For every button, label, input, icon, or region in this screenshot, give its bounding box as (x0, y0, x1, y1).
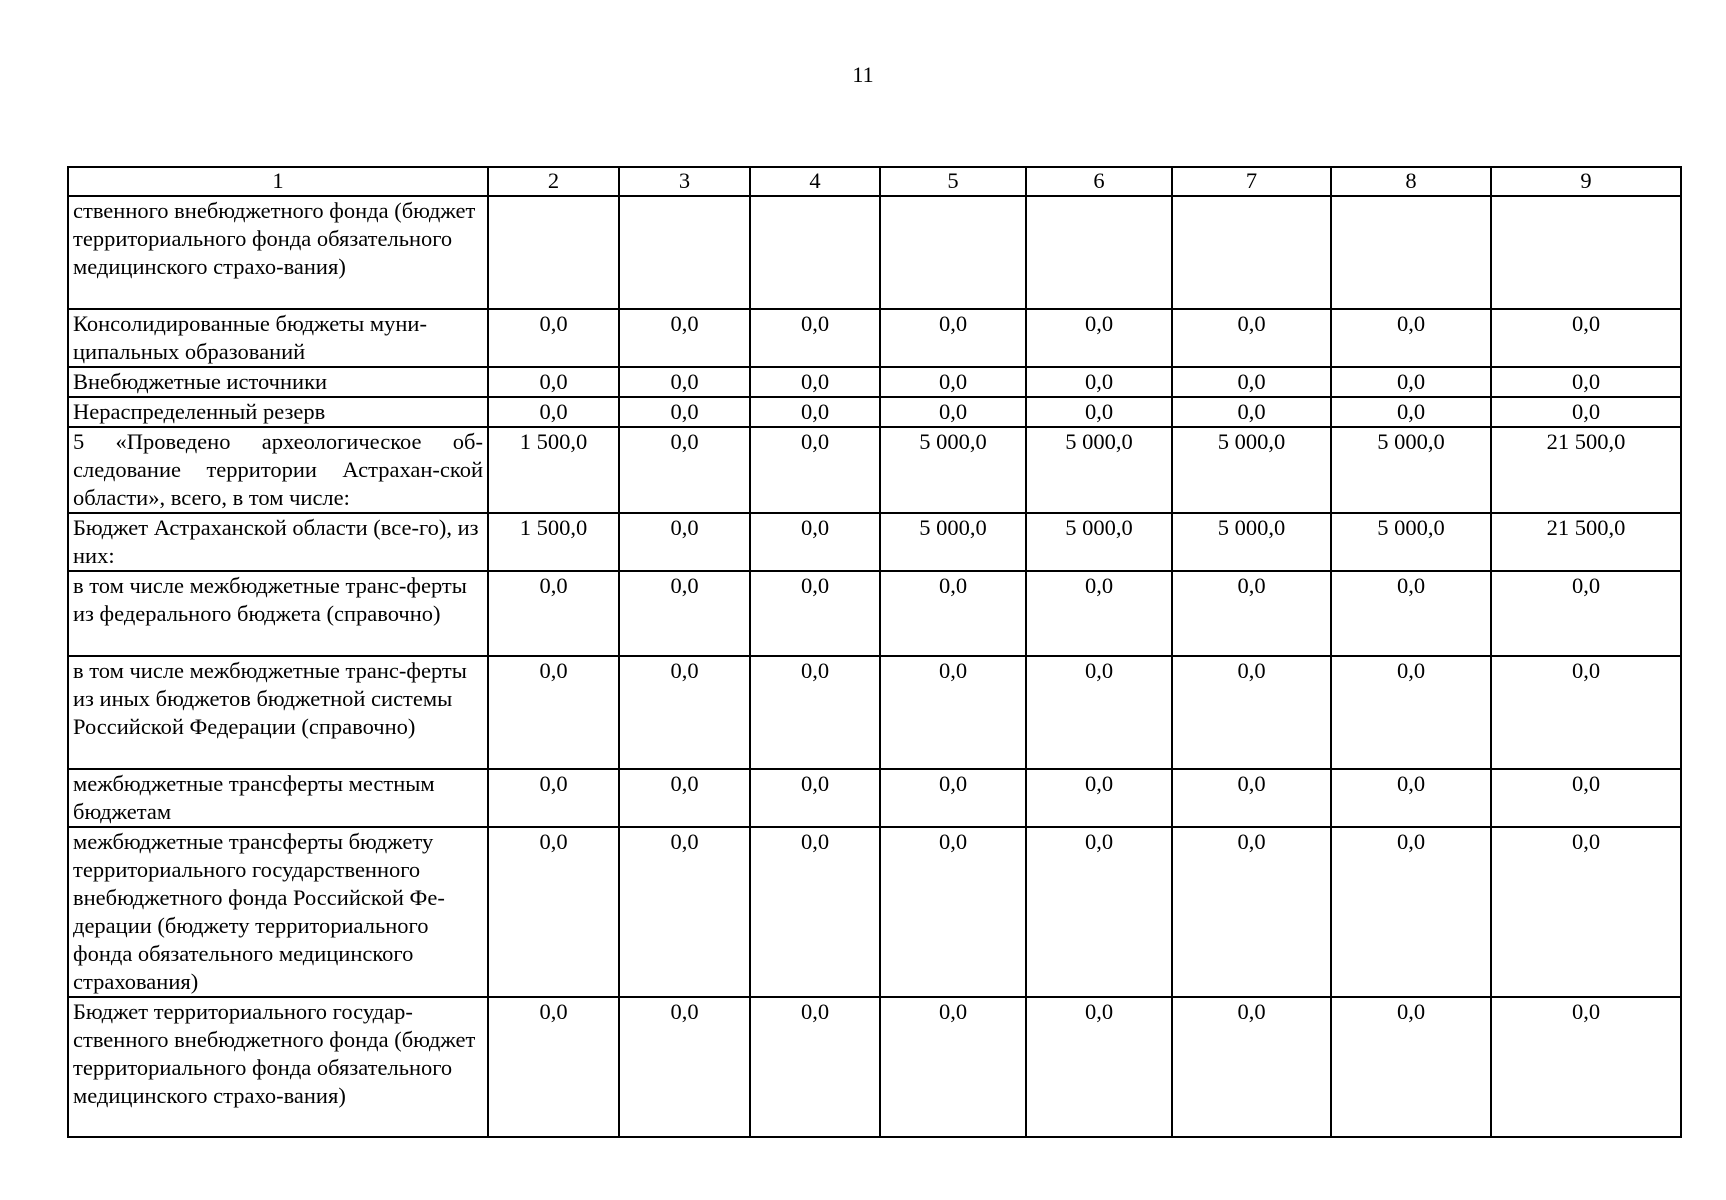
cell-value: 0,0 (1331, 997, 1491, 1137)
cell-value: 0,0 (1026, 769, 1172, 827)
cell-value (750, 196, 880, 309)
cell-value: 0,0 (880, 397, 1026, 427)
cell-value (1026, 196, 1172, 309)
budget-table (67, 166, 1682, 1138)
column-header: 6 (1026, 167, 1172, 196)
cell-value: 0,0 (619, 571, 750, 656)
cell-value: 0,0 (488, 571, 619, 656)
column-header: 1 (68, 167, 488, 196)
cell-value: 5 000,0 (880, 427, 1026, 513)
cell-value: 0,0 (880, 656, 1026, 769)
cell-value: 0,0 (1331, 309, 1491, 367)
cell-value: 0,0 (750, 367, 880, 397)
cell-value: 0,0 (1491, 397, 1681, 427)
cell-value: 0,0 (1026, 309, 1172, 367)
cell-value: 0,0 (1172, 769, 1331, 827)
cell-value: 0,0 (488, 997, 619, 1137)
cell-value: 0,0 (488, 827, 619, 997)
cell-value (1491, 196, 1681, 309)
cell-value: 0,0 (880, 769, 1026, 827)
cell-value: 0,0 (1172, 571, 1331, 656)
cell-value: 0,0 (1331, 656, 1491, 769)
cell-value: 0,0 (1331, 367, 1491, 397)
cell-value: 0,0 (488, 656, 619, 769)
row-label: Бюджет территориального государ-ственного внебюджетного фонда (бюджет территориального фонда обязательного медицинского страхо-вания) (68, 997, 488, 1137)
column-header: 7 (1172, 167, 1331, 196)
cell-value: 0,0 (1491, 827, 1681, 997)
row-label: в том числе межбюджетные транс-ферты из иных бюджетов бюджетной системы Российской Федерации (справочно) (68, 656, 488, 769)
cell-value: 0,0 (750, 656, 880, 769)
cell-value: 0,0 (1172, 827, 1331, 997)
cell-value: 0,0 (1491, 309, 1681, 367)
cell-value: 0,0 (1026, 656, 1172, 769)
cell-value: 0,0 (1491, 769, 1681, 827)
cell-value: 0,0 (619, 827, 750, 997)
cell-value: 5 000,0 (1026, 427, 1172, 513)
cell-value: 0,0 (750, 827, 880, 997)
table-row (68, 309, 1681, 367)
row-label: Внебюджетные источники (68, 367, 488, 397)
cell-value: 0,0 (488, 367, 619, 397)
cell-value: 0,0 (750, 513, 880, 571)
table-row (68, 571, 1681, 656)
table-row (68, 196, 1681, 309)
table-row (68, 513, 1681, 571)
cell-value: 0,0 (1491, 997, 1681, 1137)
cell-value: 5 000,0 (1172, 427, 1331, 513)
cell-value: 0,0 (750, 427, 880, 513)
cell-value: 0,0 (619, 367, 750, 397)
row-label: 5 «Проведено археологическое об-следование территории Астрахан-ской области», всего, в том числе: (68, 427, 488, 513)
row-label: ственного внебюджетного фонда (бюджет территориального фонда обязательного медицинского страхо-вания) (68, 196, 488, 309)
cell-value: 0,0 (619, 656, 750, 769)
cell-value: 0,0 (1491, 656, 1681, 769)
cell-value (488, 196, 619, 309)
cell-value: 21 500,0 (1491, 427, 1681, 513)
cell-value: 0,0 (1491, 571, 1681, 656)
column-header: 2 (488, 167, 619, 196)
cell-value: 0,0 (750, 571, 880, 656)
table-row (68, 367, 1681, 397)
table-row (68, 656, 1681, 769)
row-label: Бюджет Астраханской области (все-го), из них: (68, 513, 488, 571)
column-header: 8 (1331, 167, 1491, 196)
cell-value: 21 500,0 (1491, 513, 1681, 571)
row-label: межбюджетные трансферты местным бюджетам (68, 769, 488, 827)
cell-value: 0,0 (1172, 997, 1331, 1137)
column-header: 4 (750, 167, 880, 196)
cell-value: 0,0 (619, 769, 750, 827)
table-row (68, 397, 1681, 427)
cell-value: 0,0 (1331, 769, 1491, 827)
table-row (68, 769, 1681, 827)
table-row (68, 427, 1681, 513)
cell-value: 0,0 (488, 309, 619, 367)
table-row (68, 827, 1681, 997)
header-row (68, 167, 1681, 196)
table-row (68, 997, 1681, 1137)
row-label: Нераспределенный резерв (68, 397, 488, 427)
row-label: межбюджетные трансферты бюджету территориального государственного внебюджетного фонда Российской Фе-дерации (бюджету территориального фонда обязательного медицинского страхования) (68, 827, 488, 997)
cell-value: 0,0 (619, 397, 750, 427)
cell-value (1172, 196, 1331, 309)
cell-value: 0,0 (1026, 397, 1172, 427)
cell-value: 1 500,0 (488, 513, 619, 571)
cell-value: 5 000,0 (880, 513, 1026, 571)
cell-value: 0,0 (750, 309, 880, 367)
cell-value: 0,0 (750, 997, 880, 1137)
cell-value (880, 196, 1026, 309)
cell-value: 0,0 (880, 367, 1026, 397)
column-header: 9 (1491, 167, 1681, 196)
cell-value: 5 000,0 (1172, 513, 1331, 571)
cell-value: 0,0 (1172, 367, 1331, 397)
column-header: 5 (880, 167, 1026, 196)
cell-value: 0,0 (1331, 397, 1491, 427)
cell-value: 0,0 (880, 571, 1026, 656)
cell-value: 0,0 (619, 427, 750, 513)
cell-value: 0,0 (880, 997, 1026, 1137)
cell-value: 0,0 (619, 513, 750, 571)
cell-value: 5 000,0 (1331, 427, 1491, 513)
cell-value: 0,0 (619, 997, 750, 1137)
cell-value: 0,0 (1026, 827, 1172, 997)
cell-value (1331, 196, 1491, 309)
cell-value: 0,0 (1026, 367, 1172, 397)
cell-value: 5 000,0 (1331, 513, 1491, 571)
cell-value: 0,0 (1172, 656, 1331, 769)
cell-value: 1 500,0 (488, 427, 619, 513)
cell-value: 0,0 (1331, 827, 1491, 997)
row-label: в том числе межбюджетные транс-ферты из федерального бюджета (справочно) (68, 571, 488, 656)
cell-value: 0,0 (880, 827, 1026, 997)
cell-value: 0,0 (880, 309, 1026, 367)
cell-value: 5 000,0 (1026, 513, 1172, 571)
cell-value: 0,0 (1172, 397, 1331, 427)
cell-value: 0,0 (488, 397, 619, 427)
row-label: Консолидированные бюджеты муни-ципальных образований (68, 309, 488, 367)
cell-value: 0,0 (1491, 367, 1681, 397)
cell-value: 0,0 (750, 397, 880, 427)
cell-value: 0,0 (1172, 309, 1331, 367)
cell-value: 0,0 (619, 309, 750, 367)
cell-value: 0,0 (488, 769, 619, 827)
column-header: 3 (619, 167, 750, 196)
cell-value: 0,0 (1331, 571, 1491, 656)
cell-value: 0,0 (1026, 571, 1172, 656)
page-number: 11 (852, 62, 874, 87)
cell-value: 0,0 (1026, 997, 1172, 1137)
cell-value: 0,0 (750, 769, 880, 827)
cell-value (619, 196, 750, 309)
